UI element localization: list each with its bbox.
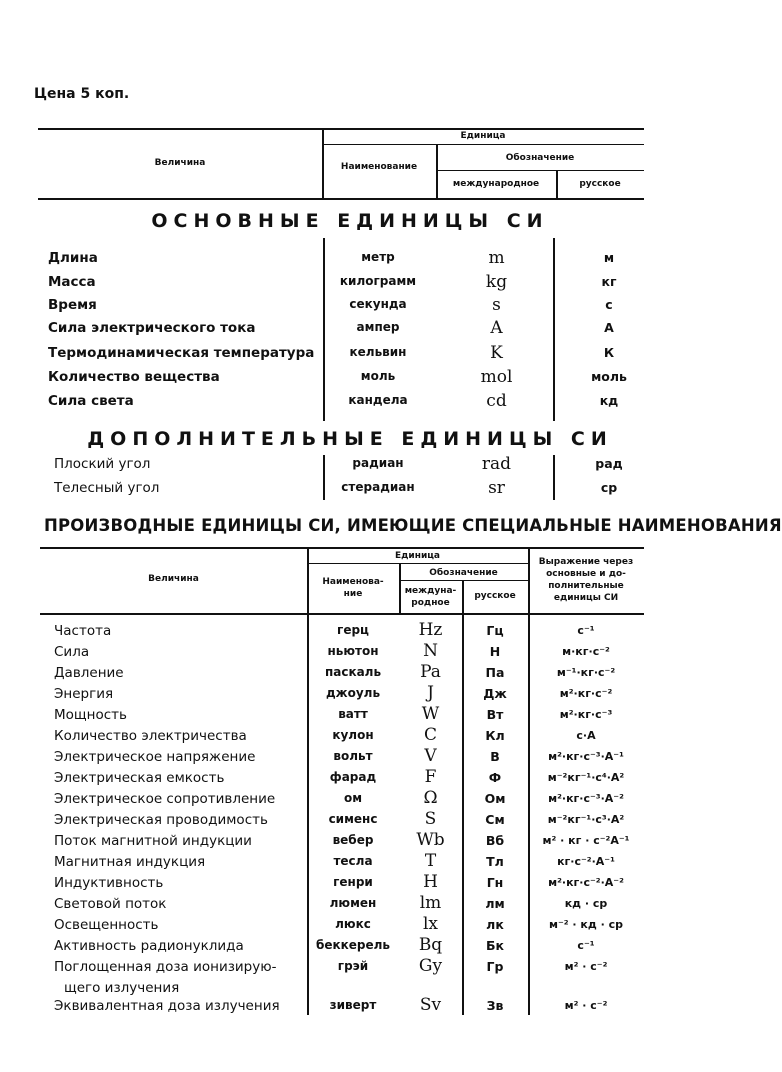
unit-name: зиверт [329, 998, 377, 1012]
header-designation: Обозначение [429, 568, 498, 578]
rus-symbol: К [603, 345, 615, 360]
intl-symbol: S [424, 809, 437, 829]
table-row [0, 788, 700, 813]
expression: м²·кг·с⁻² [559, 687, 613, 700]
header-name: Наименование [340, 162, 418, 172]
header-quantity: Величина [148, 574, 199, 584]
quantity-name: Количество вещества [48, 369, 220, 385]
unit-name: сименс [328, 812, 378, 826]
quantity-name: Телесный угол [54, 480, 160, 496]
expression: м⁻² · кд · ср [548, 918, 624, 931]
intl-symbol: W [421, 704, 440, 724]
rus-symbol: См [485, 812, 505, 827]
header-expr: Выражение через [538, 557, 634, 567]
unit-name: кандела [348, 393, 408, 407]
rus-symbol: лм [485, 896, 505, 911]
unit-name: ньютон [327, 644, 379, 658]
header-intl: международное [452, 179, 540, 189]
expression: с·А [576, 729, 596, 742]
quantity-name: Световой поток [54, 896, 167, 912]
rus-symbol: Зв [486, 998, 504, 1013]
unit-name: килограмм [339, 274, 417, 288]
price-label: Цена 5 коп. [34, 86, 130, 102]
table-row [0, 830, 700, 855]
rus-symbol: Вб [485, 833, 505, 848]
quantity-name: Количество электричества [54, 728, 247, 744]
expression: м²·кг·с⁻³·А⁻² [548, 792, 624, 805]
rus-symbol: Дж [483, 686, 507, 701]
rus-symbol: Н [489, 644, 501, 659]
unit-name: кельвин [349, 345, 407, 359]
quantity-name: Сила электрического тока [48, 320, 256, 336]
expression: кд · ср [564, 897, 608, 910]
quantity-name: Электрическая емкость [54, 770, 225, 786]
header-designation: Обозначение [505, 153, 575, 163]
table-row [0, 809, 700, 834]
rus-symbol: А [604, 320, 614, 335]
quantity-name: Поглощенная доза ионизирую- [54, 959, 277, 975]
table-row [0, 620, 700, 645]
expression: м² · с⁻² [564, 960, 608, 973]
rus-symbol: Ф [488, 770, 502, 785]
quantity-name: Масса [48, 274, 96, 290]
expression: м²·кг·с⁻²·А⁻² [548, 876, 624, 889]
rus-symbol: с [605, 297, 613, 312]
intl-symbol: mol [480, 367, 513, 387]
header-name: Наименова- [322, 577, 384, 587]
expression: м²·кг·с⁻³ [559, 708, 613, 721]
expression: м⁻²кг⁻¹·с³·А² [547, 813, 625, 826]
unit-name: кулон [332, 728, 374, 742]
quantity-name: Время [48, 297, 97, 313]
table-row [0, 641, 700, 666]
rus-symbol: Гн [486, 875, 504, 890]
table-row [0, 683, 700, 708]
intl-symbol: F [424, 767, 437, 787]
intl-symbol: J [427, 683, 434, 703]
intl-symbol: Hz [418, 620, 443, 640]
unit-name: ампер [356, 320, 400, 334]
list-item [0, 250, 700, 272]
rus-symbol: Ом [484, 791, 506, 806]
unit-name: радиан [352, 456, 404, 470]
quantity-name: Магнитная индукция [54, 854, 206, 870]
intl-symbol: rad [481, 454, 512, 474]
unit-name: фарад [329, 770, 377, 784]
unit-name: беккерель [315, 938, 391, 952]
table-row [0, 914, 700, 939]
intl-symbol: kg [485, 272, 508, 292]
table-row [0, 662, 700, 687]
rus-symbol: кд [599, 393, 619, 408]
intl-symbol: sr [488, 478, 505, 498]
rus-symbol: Вт [486, 707, 504, 722]
quantity-name: Эквивалентная доза излучения [54, 998, 280, 1014]
intl-symbol: Pa [420, 662, 441, 682]
rus-symbol: Па [485, 665, 505, 680]
intl-symbol: A [490, 318, 503, 338]
expression: с⁻¹ [577, 939, 595, 952]
expression: м² · с⁻² [564, 999, 608, 1012]
unit-name: генри [333, 875, 373, 889]
unit-name: ом [343, 791, 363, 805]
rus-symbol: рад [595, 456, 623, 471]
header-name: ние [343, 589, 363, 599]
expression: м⁻¹·кг·с⁻² [556, 666, 616, 679]
table-row [0, 725, 700, 750]
intl-symbol: K [490, 343, 503, 363]
rus-symbol: лк [486, 917, 504, 932]
expression: м·кг·с⁻² [562, 645, 610, 658]
list-item [0, 345, 700, 367]
unit-name: моль [360, 369, 396, 383]
unit-name: паскаль [324, 665, 382, 679]
intl-symbol: H [423, 872, 438, 892]
intl-symbol: s [492, 295, 501, 315]
quantity-name: Поток магнитной индукции [54, 833, 252, 849]
header-rus: русское [579, 179, 621, 189]
table-row [0, 956, 700, 996]
rus-symbol: Кл [485, 728, 505, 743]
quantity-name: Освещенность [54, 917, 159, 933]
unit-name: вебер [332, 833, 374, 847]
table-row [0, 767, 700, 792]
table-row [0, 893, 700, 918]
unit-name: секунда [349, 297, 407, 311]
list-item [0, 393, 700, 415]
expression: м² · кг · с⁻²А⁻¹ [542, 834, 630, 847]
rus-symbol: В [490, 749, 500, 764]
quantity-name: Мощность [54, 707, 127, 723]
unit-name: стерадиан [341, 480, 415, 494]
rus-symbol: Бк [485, 938, 504, 953]
unit-name: люмен [329, 896, 377, 910]
header-expr: единицы СИ [553, 593, 619, 603]
unit-name: вольт [333, 749, 373, 763]
intl-symbol: m [488, 248, 505, 268]
header-unit: Единица [460, 131, 506, 141]
intl-symbol: Gy [418, 956, 443, 976]
intl-symbol: N [423, 641, 438, 661]
expression: с⁻¹ [577, 624, 595, 637]
intl-symbol: V [424, 746, 437, 766]
header-intl: родное [411, 598, 450, 608]
table-row [0, 746, 700, 771]
list-item [0, 320, 700, 342]
header-expr: полнительные [548, 581, 624, 591]
intl-symbol: Ω [423, 788, 438, 808]
unit-name: джоуль [325, 686, 381, 700]
table-row [0, 851, 700, 876]
quantity-name: Сила [54, 644, 90, 660]
quantity-name: Термодинамическая температура [48, 345, 315, 361]
quantity-name: Индуктивность [54, 875, 164, 891]
list-item [0, 480, 700, 502]
unit-name: метр [361, 250, 395, 264]
list-item [0, 369, 700, 391]
intl-symbol: T [424, 851, 437, 871]
unit-name: ватт [338, 707, 368, 721]
quantity-name: Сила света [48, 393, 134, 409]
quantity-name: Энергия [54, 686, 114, 702]
quantity-name: Электрическое напряжение [54, 749, 256, 765]
header-quantity: Величина [154, 158, 206, 168]
intl-symbol: Sv [419, 995, 442, 1015]
list-item [0, 456, 700, 478]
header-rus: русское [474, 591, 516, 601]
intl-symbol: C [423, 725, 437, 745]
rus-symbol: Гр [486, 959, 504, 974]
expression: м²·кг·с⁻³·А⁻¹ [548, 750, 624, 763]
rus-symbol: м [603, 250, 615, 265]
quantity-name: Длина [48, 250, 98, 266]
section-derived-title: ПРОИЗВОДНЫЕ ЕДИНИЦЫ СИ, ИМЕЮЩИЕ СПЕЦИАЛЬНЫЕ НАИМЕНОВАНИЯ [44, 516, 782, 535]
quantity-name: Электрическое сопротивление [54, 791, 276, 807]
unit-name: герц [337, 623, 369, 637]
intl-symbol: cd [486, 391, 507, 411]
header-expr: основные и до- [546, 569, 626, 579]
quantity-name: Электрическая проводимость [54, 812, 268, 828]
expression: кг·с⁻²·А⁻¹ [557, 855, 615, 868]
rus-symbol: Тл [486, 854, 504, 869]
list-item [0, 274, 700, 296]
rus-symbol: Гц [486, 623, 504, 638]
header-unit: Единица [395, 551, 440, 561]
quantity-name-cont: щего излучения [64, 980, 180, 996]
table-row [0, 935, 700, 960]
intl-symbol: Wb [416, 830, 445, 850]
expression: м⁻²кг⁻¹·с⁴·А² [547, 771, 625, 784]
intl-symbol: Bq [418, 935, 443, 955]
section-base-title: ОСНОВНЫЕ ЕДИНИЦЫ СИ [151, 210, 549, 232]
rus-symbol: ср [600, 480, 618, 495]
unit-name: грэй [337, 959, 369, 973]
quantity-name: Активность радионуклида [54, 938, 244, 954]
quantity-name: Плоский угол [54, 456, 151, 472]
intl-symbol: lx [422, 914, 439, 934]
quantity-name: Частота [54, 623, 112, 639]
rus-symbol: кг [601, 274, 617, 289]
table-row [0, 995, 700, 1020]
list-item [0, 297, 700, 319]
header-intl: междуна- [404, 586, 457, 596]
table-row [0, 704, 700, 729]
quantity-name: Давление [54, 665, 124, 681]
rus-symbol: моль [591, 369, 627, 384]
unit-name: тесла [333, 854, 373, 868]
intl-symbol: lm [419, 893, 442, 913]
section-supp-title: ДОПОЛНИТЕЛЬНЫЕ ЕДИНИЦЫ СИ [87, 428, 613, 450]
unit-name: люкс [335, 917, 371, 931]
table-row [0, 872, 700, 897]
